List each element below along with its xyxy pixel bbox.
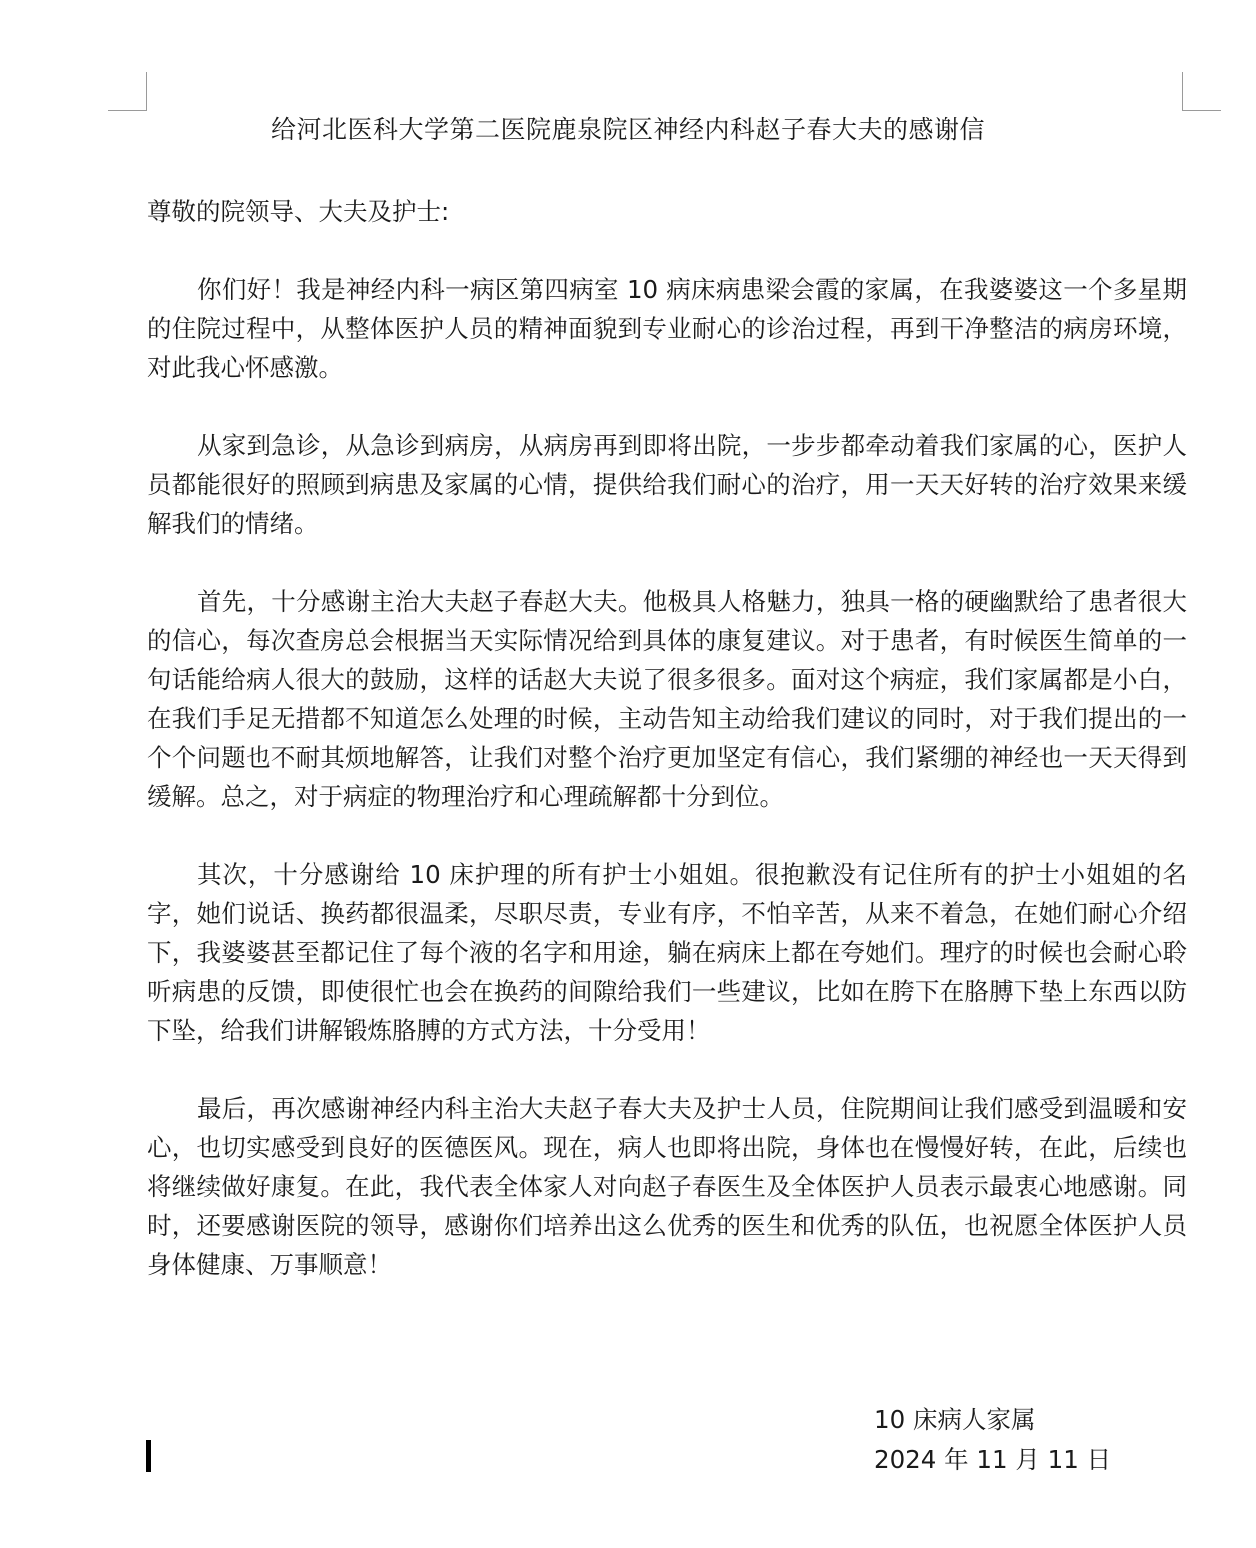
text-cursor bbox=[146, 1440, 151, 1472]
paragraph-5: 最后，再次感谢神经内科主治大夫赵子春大夫及护士人员，住院期间让我们感受到温暖和安心，也切实感受到良好的医德医风。现在，病人也即将出院，身体也在慢慢好转，在此，后续也将继续做好康复。在此，我代表全体家人对向赵子春医生及全体医护人员表示最衷心地感谢。同时，还要感谢医院的领导，感谢你们培养出这么优秀的医生和优秀的队伍，也祝愿全体医护人员身体健康、万事顺意！ bbox=[147, 1094, 1187, 1279]
signature-block bbox=[874, 1400, 1111, 1480]
top-left-crop-mark bbox=[108, 72, 147, 111]
paragraph-1: 你们好！我是神经内科一病区第四病室 10 病床病患梁会霞的家属，在我婆婆这一个多星期的住院过程中，从整体医护人员的精神面貌到专业耐心的诊治过程，再到干净整洁的病房环境，对此我心怀感激。 bbox=[147, 275, 1187, 382]
paragraph-3: 首先，十分感谢主治大夫赵子春赵大夫。他极具人格魅力，独具一格的硬幽默给了患者很大的信心，每次查房总会根据当天实际情况给到具体的康复建议。对于患者，有时候医生简单的一句话能给病人很大的鼓励，这样的话赵大夫说了很多很多。面对这个病症，我们家属都是小白，在我们手足无措都不知道怎么处理的时候，主动告知主动给我们建议的同时，对于我们提出的一个个问题也不耐其烦地解答，让我们对整个治疗更加坚定有信心，我们紧绷的神经也一天天得到缓解。总之，对于病症的物理治疗和心理疏解都十分到位。 bbox=[147, 587, 1187, 811]
letter-greeting: 尊敬的院领导、大夫及护士: bbox=[147, 197, 450, 226]
paragraph-4: 其次，十分感谢给 10 床护理的所有护士小姐姐。很抱歉没有记住所有的护士小姐姐的名字，她们说话、换药都很温柔，尽职尽责，专业有序，不怕辛苦，从来不着急，在她们耐心介绍下，我婆婆甚至都记住了每个液的名字和用途，躺在病床上都在夸她们。理疗的时候也会耐心聆听病患的反馈，即使很忙也会在换药的间隙给我们一些建议，比如在胯下在胳膊下垫上东西以防下坠，给我们讲解锻炼胳膊的方式方法，十分受用！ bbox=[147, 860, 1187, 1045]
letter-title: 给河北医科大学第二医院鹿泉院区神经内科赵子春大夫的感谢信 bbox=[270, 115, 985, 144]
letter-body[interactable] bbox=[147, 192, 1187, 1323]
paragraph-2: 从家到急诊，从急诊到病房，从病房再到即将出院，一步步都牵动着我们家属的心，医护人员都能很好的照顾到病患及家属的心情，提供给我们耐心的治疗，用一天天好转的治疗效果来缓解我们的情绪。 bbox=[147, 431, 1187, 538]
signature-date: 2024 年 11 月 11 日 bbox=[874, 1445, 1112, 1474]
signer-name: 10 床病人家属 bbox=[874, 1405, 1036, 1434]
top-right-crop-mark bbox=[1182, 72, 1221, 111]
